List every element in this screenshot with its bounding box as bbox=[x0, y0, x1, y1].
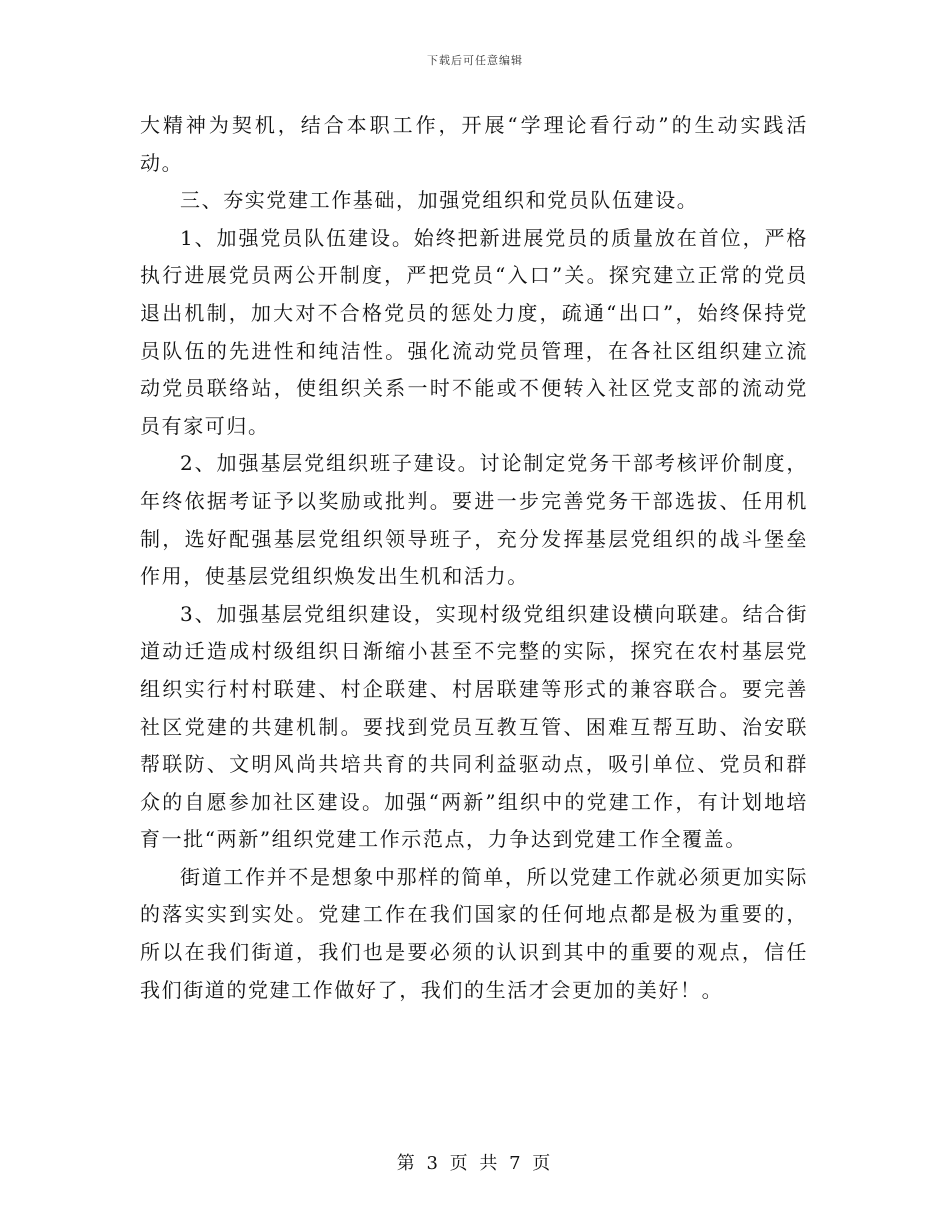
paragraph-item-3: 3、加强基层党组织建设，实现村级党组织建设横向联建。结合街道动迁造成村级组织日渐缩小甚至不完整的实际，探究在农村基层党组织实行村村联建、村企联建、村居联建等形式的兼容联合。要完善社区党建的共建机制。要找到党员互教互管、困难互帮互助、治安联帮联防、文明风尚共培共育的共同利益驱动点，吸引单位、党员和群众的自愿参加社区建设。加强“两新”组织中的党建工作，有计划地培育一批“两新”组织党建工作示范点，力争达到党建工作全覆盖。 bbox=[140, 601, 808, 852]
page-number-footer: 第 3 页 共 7 页 bbox=[396, 1153, 554, 1174]
paragraph-item-2: 2、加强基层党组织班子建设。讨论制定党务干部考核评价制度，年终依据考证予以奖励或批判。要进一步完善党务干部选拔、任用机制，选好配强基层党组织领导班子，充分发挥基层党组织的战斗堡垒作用，使基层党组织焕发出生机和活力。 bbox=[140, 451, 808, 589]
page-header: 下载后可任意编辑 bbox=[427, 54, 523, 67]
paragraph-conclusion: 街道工作并不是想象中那样的简单，所以党建工作就必须更加实际的落实实到实处。党建工作在我们国家的任何地点都是极为重要的，所以在我们街道，我们也是要必须的认识到其中的重要的观点，信任我们街道的党建工作做好了，我们的生活才会更加的美好！。 bbox=[140, 864, 808, 1002]
document-body bbox=[140, 107, 808, 1009]
paragraph-item-1: 1、加强党员队伍建设。始终把新进展党员的质量放在首位，严格执行进展党员两公开制度，严把党员“入口”关。探究建立正常的党员退出机制，加大对不合格党员的惩处力度，疏通“出口”，始终保持党员队伍的先进性和纯洁性。强化流动党员管理，在各社区组织建立流动党员联络站，使组织关系一时不能或不便转入社区党支部的流动党员有家可归。 bbox=[140, 225, 808, 438]
paragraph-section-heading: 三、夯实党建工作基础，加强党组织和党员队伍建设。 bbox=[180, 188, 699, 213]
paragraph-continuation: 大精神为契机，结合本职工作，开展“学理论看行动”的生动实践活动。 bbox=[140, 113, 808, 175]
